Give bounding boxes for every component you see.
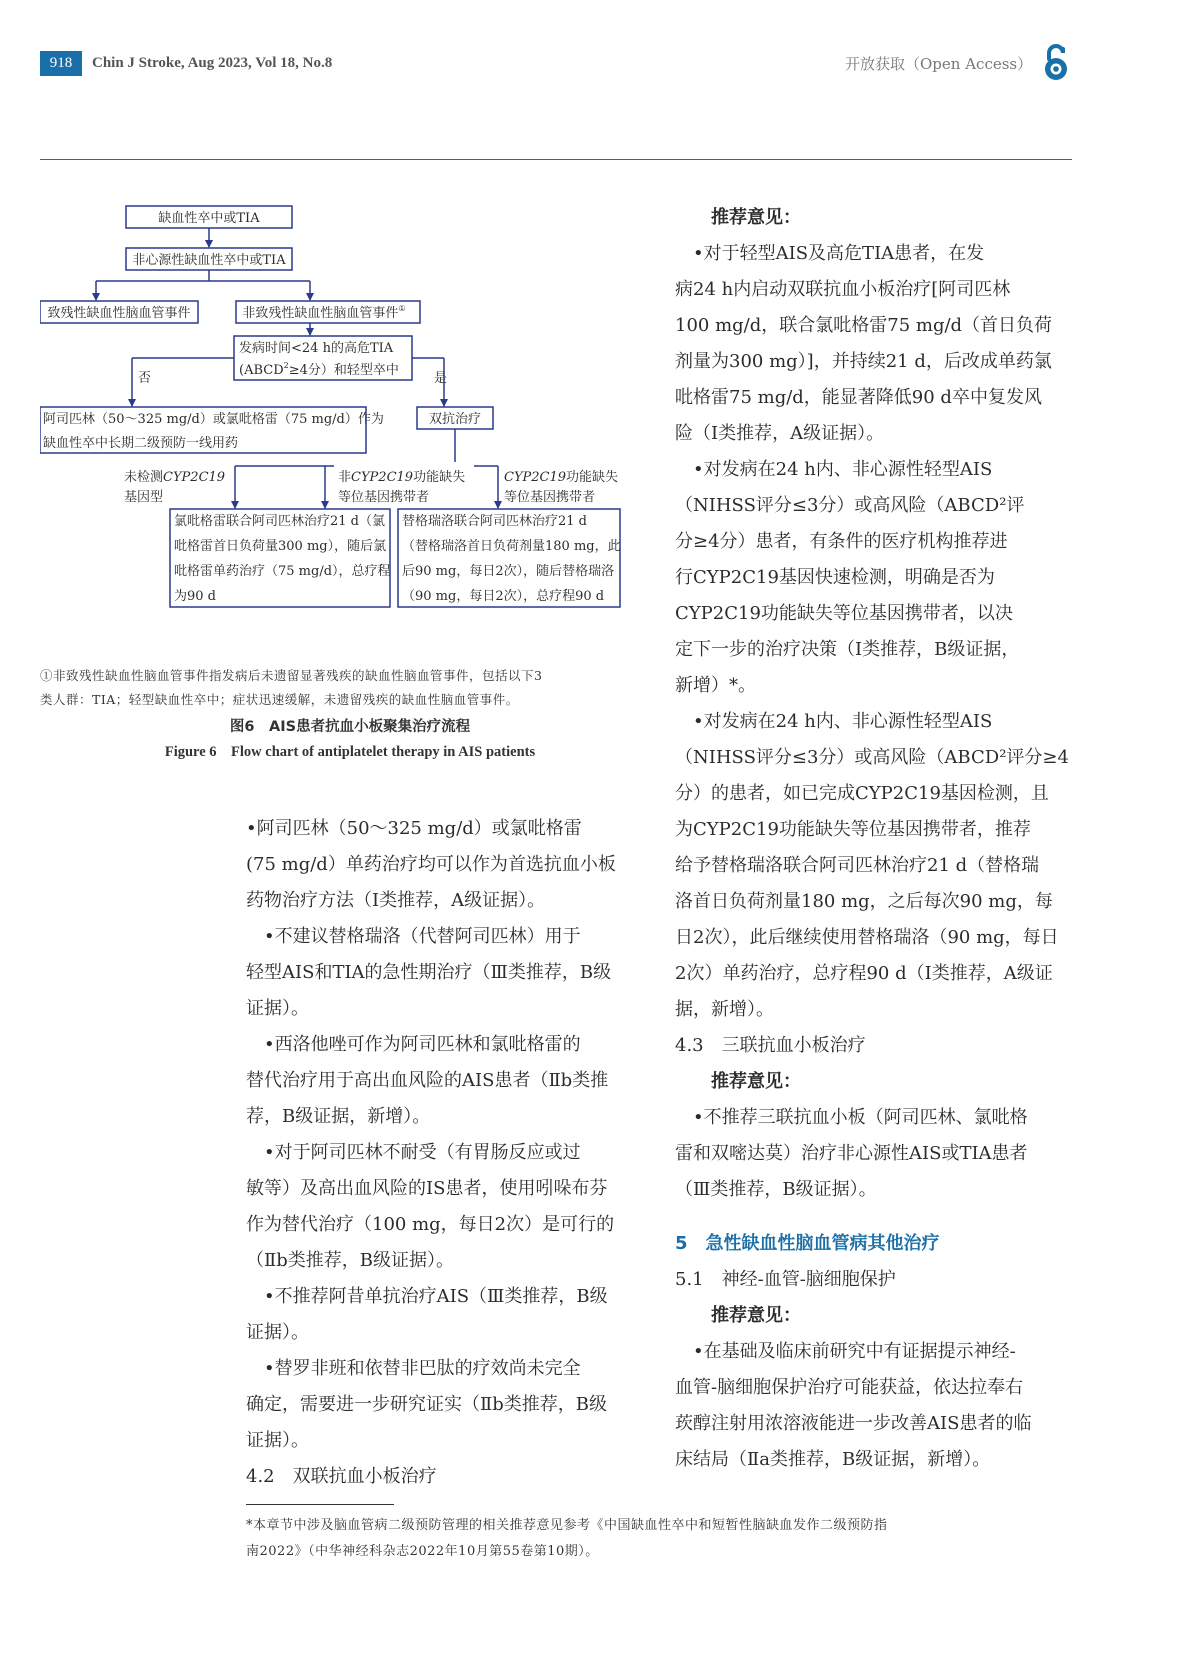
body-line: 为CYP2C19功能缺失等位基因携带者，推荐 [675, 819, 1031, 840]
branch2-line-2: 等位基因携带者 [338, 490, 430, 505]
body-line: 轻型AIS和TIA的急性期治疗（Ⅲ类推荐，B级 [246, 962, 612, 983]
branch3-gene: CYP2C19 [504, 470, 567, 485]
body-line: •对发病在24 h内、非心源性轻型AIS [675, 459, 993, 480]
body-line: 床结局（Ⅱa类推荐，B级证据，新增）。 [675, 1449, 991, 1470]
branch2-func: 功能缺失 [413, 470, 466, 485]
body-line: （Ⅱb类推荐，B级证据）。 [246, 1250, 454, 1271]
tica-line-3: 后90 mg，每日2次），随后替格瑞洛 [402, 564, 615, 579]
box-disabling-text: 致残性缺血性脑血管事件 [47, 306, 191, 321]
open-access-label: 开放获取（Open Access） [845, 55, 1033, 73]
body-line: 新增）*。 [675, 675, 756, 696]
tica-line-2: （替格瑞洛首日负荷剂量180 mg，此 [402, 539, 621, 554]
page-number: 918 [40, 51, 82, 76]
tica-line-1: 替格瑞洛联合阿司匹林治疗21 d [402, 514, 587, 529]
body-line: 洛首日负荷剂量180 mg，之后每次90 mg，每 [675, 891, 1053, 912]
body-line: 给予替格瑞洛联合阿司匹林治疗21 d（替格瑞 [675, 855, 1040, 876]
body-line: CYP2C19功能缺失等位基因携带者，以决 [675, 603, 1013, 624]
journal-citation: Chin J Stroke, Aug 2023, Vol 18, No.8 [92, 55, 333, 71]
mono-line-2: 缺血性卒中长期二级预防一线用药 [43, 436, 239, 451]
branch3-func: 功能缺失 [566, 470, 619, 485]
body-line: 作为替代治疗（100 mg，每日2次）是可行的 [246, 1214, 615, 1235]
body-column-right [675, 200, 1080, 1478]
body-line: •对于轻型AIS及高危TIA患者，在发 [675, 243, 985, 264]
body-line: •不推荐阿昔单抗治疗AIS（Ⅲ类推荐，B级 [246, 1286, 608, 1307]
body-line: •不建议替格瑞洛（代替阿司匹林）用于 [246, 926, 581, 947]
criteria-abcd: (ABCD [239, 363, 284, 378]
body-line: 证据）。 [246, 1430, 309, 1451]
section-heading-5-1: 5.1 神经-血管-脑细胞保护 [675, 1269, 896, 1290]
body-line: 血管-脑细胞保护治疗可能获益，依达拉奉右 [675, 1377, 1024, 1398]
body-line: 险（Ⅰ类推荐，A级证据）。 [675, 423, 885, 444]
body-line: （NIHSS评分≤3分）或高风险（ABCD²评 [675, 495, 1025, 516]
antiplatelet-flowchart [40, 200, 660, 642]
criteria-line-2 [239, 361, 399, 378]
body-line: 剂量为300 mg）]，并持续21 d，后改成单药氯 [675, 351, 1052, 372]
footnote-rule [246, 1504, 394, 1505]
body-line: 日2次），此后继续使用替格瑞洛（90 mg，每日 [675, 927, 1059, 948]
section-heading-5: 5 急性缺血性脑血管病其他治疗 [675, 1233, 940, 1254]
box-noncardiogenic-text: 非心源性缺血性卒中或TIA [132, 253, 286, 268]
clopi-line-2: 吡格雷首日负荷量300 mg），随后氯 [174, 539, 387, 554]
open-access-lock-icon [1042, 43, 1070, 81]
body-line: •对发病在24 h内、非心源性轻型AIS [675, 711, 993, 732]
body-line: （Ⅲ类推荐，B级证据）。 [675, 1179, 877, 1200]
clopi-line-1: 氯吡格雷联合阿司匹林治疗21 d（氯 [174, 514, 385, 529]
body-line: (75 mg/d）单药治疗均可以作为首选抗血小板 [246, 854, 616, 875]
box-nondisabling-label: 非致残性缺血性脑血管事件 [242, 306, 399, 321]
figure-caption-cn: 图6 AIS患者抗血小板聚集治疗流程 [229, 719, 471, 735]
mono-line-1: 阿司匹林（50～325 mg/d）或氯吡格雷（75 mg/d）作为 [43, 412, 384, 427]
body-line: 100 mg/d，联合氯吡格雷75 mg/d（首日负荷 [675, 315, 1053, 336]
recommendation-heading: 推荐意见： [711, 1071, 801, 1092]
body-line: •西洛他唑可作为阿司匹林和氯吡格雷的 [246, 1034, 581, 1055]
criteria-sup: 2 [283, 361, 289, 370]
branch1-gene: CYP2C19 [163, 470, 226, 485]
branch3-line-1 [504, 469, 618, 485]
body-line: 病24 h内启动双联抗血小板治疗[阿司匹林 [675, 279, 1011, 300]
criteria-line-1: 发病时间<24 h的高危TIA [239, 341, 394, 356]
header-rule [40, 159, 1072, 160]
body-line: 吡格雷75 mg/d，能显著降低90 d卒中复发风 [675, 387, 1042, 408]
branch1-line-1 [124, 469, 225, 485]
body-line: 分≥4分）患者，有条件的医疗机构推荐进 [675, 531, 1008, 552]
body-line: 替代治疗用于高出血风险的AIS患者（Ⅱb类推 [246, 1070, 609, 1091]
body-line: •对于阿司匹林不耐受（有胃肠反应或过 [246, 1142, 581, 1163]
tica-line-4: （90 mg，每日2次），总疗程90 d [402, 589, 605, 604]
body-line: •阿司匹林（50～325 mg/d）或氯吡格雷 [246, 818, 582, 839]
body-line: •不推荐三联抗血小板（阿司匹林、氯吡格 [675, 1107, 1028, 1128]
figure-caption-en: Figure 6 Flow chart of antiplatelet therapy in AIS patients [164, 744, 536, 760]
body-line: 药物治疗方法（Ⅰ类推荐，A级证据）。 [246, 890, 546, 911]
body-line: 荐，B级证据，新增）。 [246, 1106, 431, 1127]
body-line: 雷和双嘧达莫）治疗非心源性AIS或TIA患者 [675, 1143, 1028, 1164]
criteria-rest: ≥4分）和轻型卒中 [288, 363, 399, 378]
recommendation-heading: 推荐意见： [711, 207, 801, 228]
body-column-left [246, 811, 646, 1495]
body-line: （NIHSS评分≤3分）或高风险（ABCD²评分≥4 [675, 747, 1069, 768]
label-no: 否 [138, 371, 152, 386]
box-nondisabling-sup: ① [398, 304, 406, 313]
footnote-line-2: 南2022》（中华神经科杂志2022年10月第55卷第10期）。 [246, 1544, 599, 1559]
figure-note [40, 664, 660, 712]
footnote [246, 1513, 1081, 1565]
box-nondisabling-text [242, 304, 405, 321]
branch2-non: 非 [338, 470, 352, 485]
section-heading-4-2: 4.2 双联抗血小板治疗 [246, 1466, 437, 1487]
figure-note-line-1: ①非致残性缺血性脑血管事件指发病后未遗留显著残疾的缺血性脑血管事件，包括以下3 [40, 668, 543, 683]
branch3-line-2: 等位基因携带者 [504, 490, 596, 505]
body-line: 据，新增）。 [675, 999, 774, 1020]
branch1-line-2: 基因型 [124, 490, 164, 505]
body-line: 行CYP2C19基因快速检测，明确是否为 [675, 567, 995, 588]
body-line: 定下一步的治疗决策（Ⅰ类推荐，B级证据， [675, 639, 1020, 660]
body-line: 确定，需要进一步研究证实（Ⅱb类推荐，B级 [246, 1394, 607, 1415]
label-yes: 是 [434, 371, 448, 386]
section-heading-4-3: 4.3 三联抗血小板治疗 [675, 1035, 866, 1056]
footnote-line-1: *本章节中涉及脑血管病二级预防管理的相关推荐意见参考《中国缺血性卒中和短暂性脑缺血发作二级预防指 [246, 1518, 888, 1533]
clopi-line-4: 为90 d [174, 589, 216, 604]
body-line: 分）的患者，如已完成CYP2C19基因检测，且 [675, 783, 1049, 804]
clopi-line-3: 吡格雷单药治疗（75 mg/d），总疗程 [174, 564, 391, 579]
branch2-line-1 [338, 469, 465, 485]
body-line: •替罗非班和依替非巴肽的疗效尚未完全 [246, 1358, 581, 1379]
body-line: •在基础及临床前研究中有证据提示神经- [675, 1341, 1016, 1362]
body-line: 2次）单药治疗，总疗程90 d（Ⅰ类推荐，A级证 [675, 963, 1053, 984]
recommendation-heading: 推荐意见： [711, 1305, 801, 1326]
branch1-untested: 未检测 [124, 470, 164, 485]
body-line: 敏等）及高出血风险的IS患者，使用吲哚布芬 [246, 1178, 608, 1199]
figure-note-line-2: 类人群：TIA；轻型缺血性卒中；症状迅速缓解，未遗留残疾的缺血性脑血管事件。 [40, 692, 519, 707]
body-line: 证据）。 [246, 998, 309, 1019]
dual-therapy-text: 双抗治疗 [428, 412, 482, 427]
body-line: 证据）。 [246, 1322, 309, 1343]
box-ischemic-stroke-or-tia-text: 缺血性卒中或TIA [158, 211, 260, 226]
body-line: 莰醇注射用浓溶液能进一步改善AIS患者的临 [675, 1413, 1032, 1434]
branch2-gene: CYP2C19 [351, 470, 414, 485]
